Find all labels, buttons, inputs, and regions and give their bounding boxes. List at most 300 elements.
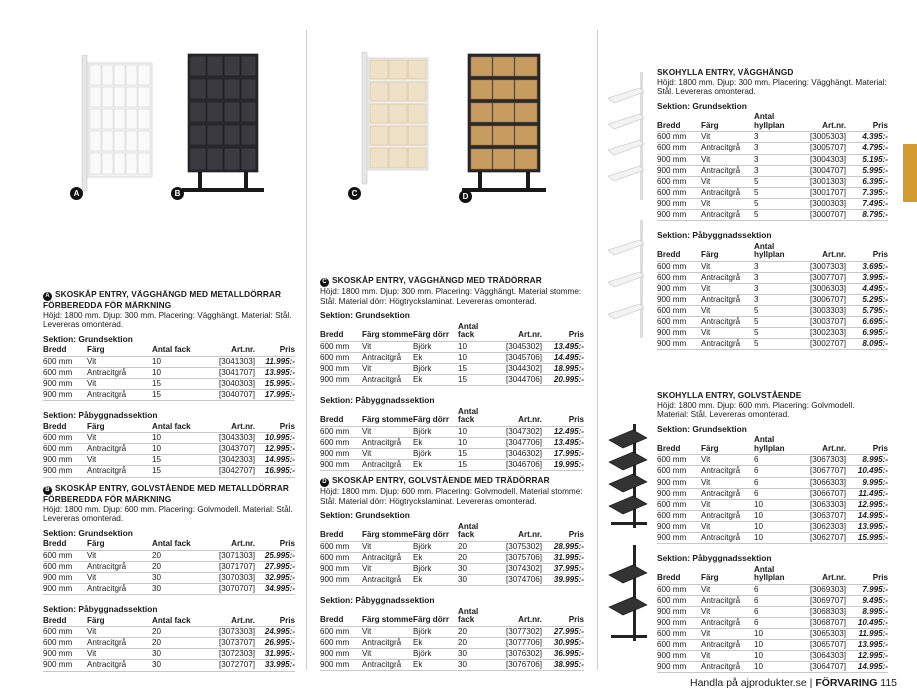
col-header: Art.nr. — [518, 415, 542, 425]
col-header: Art.nr. — [231, 539, 255, 549]
table-cell: 5 — [754, 210, 759, 220]
table-cell: 3 — [754, 154, 759, 164]
price-table — [657, 113, 888, 221]
col-header: Pris — [872, 573, 888, 583]
table-cell: 14.495:- — [553, 352, 584, 362]
table-cell: 12.995:- — [264, 444, 295, 454]
table-row — [657, 477, 888, 488]
table-cell: 5 — [754, 328, 759, 338]
table-cell: Björk — [413, 648, 432, 658]
table-cell: [3006303] — [809, 283, 846, 293]
price-table — [657, 566, 888, 674]
table-cell: 15 — [458, 375, 468, 385]
table-cell: Antracitgrå — [87, 466, 127, 476]
col-header: Antal fack — [152, 615, 191, 625]
table-cell: 900 mm — [320, 563, 350, 573]
table-cell: [3069303] — [809, 584, 846, 594]
table-cell: 31.995:- — [553, 552, 584, 562]
table-cell: 25.995:- — [264, 550, 295, 560]
table-row — [43, 356, 295, 367]
table-cell: [3002303] — [809, 328, 846, 338]
table-cell: 6 — [754, 488, 759, 498]
table-cell: 8.995:- — [862, 606, 888, 616]
table-cell: [3064303] — [809, 651, 846, 661]
table-cell: 600 mm — [657, 499, 687, 509]
table-cell: 3.995:- — [862, 272, 888, 282]
col-header: Färg — [701, 120, 719, 130]
table-cell: [3069707] — [809, 595, 846, 605]
table-cell: [3066707] — [809, 488, 846, 498]
table-cell: 600 mm — [320, 426, 350, 436]
col-header: Färg — [87, 345, 105, 355]
table-cell: 18.995:- — [553, 363, 584, 373]
col-header: Färg stomme — [362, 615, 413, 625]
product-f — [657, 391, 888, 673]
table-cell: Björk — [413, 448, 432, 458]
table-cell: Antracitgrå — [701, 295, 741, 304]
table-cell: Vit — [87, 627, 97, 637]
table-cell: 900 mm — [657, 651, 687, 661]
col-header: Färg — [87, 539, 105, 549]
table-cell: Vit — [362, 541, 372, 551]
table-cell: 5 — [754, 339, 759, 349]
price-table — [43, 540, 295, 595]
table-cell: 34.995:- — [264, 584, 295, 594]
product-description: Höjd: 1800 mm. Djup: 600 mm. Placering: Golvmodell. Material: Stål. Levereras omonterad. — [43, 504, 293, 524]
table-cell: 900 mm — [43, 466, 73, 476]
table-row — [320, 575, 584, 586]
table-cell: [3068303] — [809, 606, 846, 616]
product-title: SKOHYLLA ENTRY, GOLVSTÅENDE — [657, 390, 802, 400]
table-cell: Antracitgrå — [701, 143, 741, 153]
table-cell: 20 — [152, 627, 162, 637]
table-cell: Vit — [701, 521, 711, 531]
section-title: Sektion: Grundsektion — [320, 310, 410, 321]
shelf-wall-basic-image — [604, 72, 650, 202]
table-cell: Antracitgrå — [701, 662, 741, 672]
table-cell: Antracitgrå — [362, 637, 402, 647]
table-cell: Vit — [701, 584, 711, 594]
col-header: Bredd — [43, 421, 67, 431]
table-row — [657, 176, 888, 187]
table-cell: Vit — [362, 363, 372, 373]
table-cell: [3075706] — [505, 552, 542, 562]
table-cell: 600 mm — [43, 627, 73, 637]
table-cell: 900 mm — [657, 295, 687, 304]
col-header: Bredd — [320, 415, 344, 425]
table-cell: Ek — [413, 660, 423, 670]
table-cell: 10 — [458, 341, 468, 351]
table-cell: 30 — [152, 584, 162, 594]
table-cell: Antracitgrå — [87, 638, 127, 648]
table-cell: 900 mm — [657, 165, 687, 175]
table-cell: [3072707] — [218, 660, 255, 670]
product-a — [43, 290, 295, 478]
table-cell: 15 — [152, 390, 162, 400]
section-title: Sektion: Påbyggnadssektion — [657, 230, 772, 241]
section-title: Sektion: Grundsektion — [657, 423, 747, 434]
col-header: Antal fack — [458, 406, 479, 425]
table-row — [43, 367, 295, 378]
table-cell: 3 — [754, 143, 759, 153]
table-cell: 6 — [754, 455, 759, 465]
col-header: Antal fack — [152, 421, 191, 431]
table-cell: [3065303] — [809, 629, 846, 639]
table-cell: [3042707] — [218, 466, 255, 476]
col-header: Pris — [568, 530, 584, 540]
table-cell: 900 mm — [657, 606, 687, 616]
table-cell: 13.495:- — [553, 437, 584, 447]
table-cell: Ek — [413, 352, 423, 362]
table-cell: 3 — [754, 261, 759, 271]
section-title: Sektion: Påbyggnadssektion — [320, 395, 435, 406]
col-header: Bredd — [657, 120, 681, 130]
shelf-floor-basic-image — [603, 424, 651, 530]
col-header: Färg — [701, 443, 719, 453]
table-cell: 6 — [754, 606, 759, 616]
table-row — [320, 563, 584, 574]
col-header: Pris — [872, 443, 888, 453]
table-cell: Björk — [413, 426, 432, 436]
col-header: Pris — [279, 539, 295, 549]
table-cell: 17.995:- — [553, 448, 584, 458]
table-cell: Vit — [362, 626, 372, 636]
table-cell: 11.495:- — [858, 488, 888, 498]
col-header: Bredd — [43, 345, 67, 355]
table-cell: 3 — [754, 132, 759, 142]
col-header: Art.nr. — [231, 615, 255, 625]
table-cell: [3001707] — [809, 187, 846, 197]
table-cell: [3077706] — [505, 637, 542, 647]
table-cell: 8.995:- — [862, 455, 888, 465]
col-header: Art.nr. — [231, 345, 255, 355]
table-row — [320, 648, 584, 659]
table-cell: 10 — [754, 510, 764, 520]
table-cell: Björk — [413, 363, 432, 373]
table-cell: 900 mm — [43, 455, 73, 465]
col-header: Art.nr. — [822, 250, 846, 260]
table-cell: 10 — [754, 629, 764, 639]
table-cell: 30 — [458, 648, 468, 658]
table-row — [43, 561, 295, 572]
shelf-wall-extension-image — [604, 220, 650, 340]
table-cell: 5 — [754, 306, 759, 316]
table-cell: 600 mm — [320, 626, 350, 636]
table-cell: 6 — [754, 466, 759, 476]
table-cell: Antracitgrå — [701, 165, 741, 175]
table-cell: 14.995:- — [264, 455, 295, 465]
table-cell: Antracitgrå — [701, 210, 741, 220]
table-cell: 10 — [152, 367, 162, 377]
table-row — [657, 283, 888, 294]
table-row — [320, 448, 584, 459]
table-row — [657, 533, 888, 544]
table-cell: 900 mm — [320, 575, 350, 585]
price-table — [320, 408, 584, 472]
table-cell: [3074706] — [505, 575, 542, 585]
table-cell: 30.995:- — [553, 637, 584, 647]
table-cell: Antracitgrå — [362, 460, 402, 470]
table-cell: 5.995:- — [862, 165, 888, 175]
section-title: Sektion: Grundsektion — [320, 510, 410, 521]
table-cell: Ek — [413, 375, 423, 385]
cabinet-dark-floor-image — [180, 52, 266, 198]
table-row — [43, 466, 295, 477]
table-cell: 600 mm — [320, 541, 350, 551]
table-cell: 10 — [754, 521, 764, 531]
table-cell: Vit — [362, 341, 372, 351]
table-row — [43, 638, 295, 649]
table-cell: 600 mm — [657, 455, 687, 465]
section-title: Sektion: Påbyggnadssektion — [43, 604, 158, 615]
table-cell: Vit — [87, 433, 97, 443]
table-cell: 600 mm — [657, 640, 687, 650]
table-cell: 900 mm — [320, 448, 350, 458]
table-row — [657, 618, 888, 629]
table-row — [320, 552, 584, 563]
table-row — [320, 660, 584, 671]
table-cell: 3.695:- — [862, 261, 888, 271]
table-cell: 600 mm — [43, 550, 73, 560]
page-footer — [690, 677, 897, 689]
table-cell: Vit — [701, 328, 711, 338]
footer-link[interactable]: Handla på ajprodukter.se — [690, 677, 807, 689]
table-cell: 900 mm — [657, 477, 687, 487]
col-header: Pris — [872, 120, 888, 130]
image-badge-b: B — [171, 187, 184, 200]
section-title: Sektion: Påbyggnadssektion — [320, 595, 435, 606]
col-header: Färg stomme — [362, 415, 413, 425]
table-cell: [3041707] — [218, 367, 255, 377]
table-cell: [3077302] — [505, 626, 542, 636]
table-cell: 4.395:- — [862, 132, 888, 142]
table-cell: 600 mm — [657, 176, 687, 186]
table-cell: 33.995:- — [264, 660, 295, 670]
table-row — [657, 466, 888, 477]
product-title — [43, 290, 295, 311]
col-header: Färg — [701, 573, 719, 583]
table-cell: [3040303] — [218, 378, 255, 388]
table-cell: Björk — [413, 626, 432, 636]
table-cell: Antracitgrå — [362, 575, 402, 585]
table-cell: Antracitgrå — [87, 561, 127, 571]
shelf-floor-extension-image — [603, 545, 651, 645]
table-cell: 9.495:- — [862, 595, 888, 605]
table-cell: 15 — [152, 378, 162, 388]
col-header: Pris — [568, 615, 584, 625]
table-cell: Antracitgrå — [87, 584, 127, 594]
table-cell: 600 mm — [320, 552, 350, 562]
price-table — [43, 423, 295, 478]
col-header: Pris — [872, 250, 888, 260]
table-cell: Ek — [413, 460, 423, 470]
table-cell: Antracitgrå — [87, 367, 127, 377]
table-cell: 3 — [754, 165, 759, 175]
table-cell: 20 — [458, 552, 468, 562]
table-cell: 20 — [152, 638, 162, 648]
product-description: Höjd: 1800 mm. Djup: 300 mm. Placering: Vägghängt. Material: Stål. Levereras omonterad. — [43, 310, 292, 330]
table-cell: [3075302] — [505, 541, 542, 551]
product-description: Höjd: 1800 mm. Djup: 300 mm. Placering: Vägghängt. Material stomme: Stål. Material dörr: Högtryckslaminat. Levereras omonterad. — [320, 287, 582, 306]
footer-section: FÖRVARING — [815, 677, 878, 689]
footer-separator: | — [809, 677, 813, 689]
table-row — [657, 165, 888, 176]
table-cell: 600 mm — [657, 317, 687, 327]
table-cell: 28.995:- — [553, 541, 584, 551]
table-cell: [3067707] — [809, 466, 846, 476]
section-title: Sektion: Grundsektion — [657, 100, 747, 111]
table-cell: 4.795:- — [862, 143, 888, 153]
table-cell: 10 — [754, 533, 764, 543]
table-cell: 900 mm — [657, 198, 687, 208]
table-cell: Vit — [701, 132, 711, 142]
table-row — [657, 640, 888, 651]
product-title-text: SKOSKÅP ENTRY, VÄGGHÄNGD MED TRÄDÖRRAR — [332, 275, 542, 285]
table-cell: [3047302] — [505, 426, 542, 436]
table-cell: 10.495:- — [857, 466, 888, 476]
table-row — [657, 328, 888, 339]
col-header: Antal fack — [458, 321, 479, 340]
table-cell: [3045706] — [505, 352, 542, 362]
table-cell: Antracitgrå — [362, 437, 402, 447]
table-row — [320, 426, 584, 437]
table-cell: 10 — [152, 444, 162, 454]
table-row — [657, 187, 888, 198]
table-cell: 900 mm — [43, 378, 73, 388]
table-cell: Björk — [413, 563, 432, 573]
col-header: Art.nr. — [822, 443, 846, 453]
table-cell: 600 mm — [657, 187, 687, 197]
table-cell: 6.995:- — [862, 328, 888, 338]
table-cell: Antracitgrå — [362, 375, 402, 385]
table-cell: 10 — [458, 352, 468, 362]
price-table — [43, 617, 295, 672]
image-badge-d: D — [459, 190, 472, 203]
table-cell: Antracitgrå — [87, 444, 127, 454]
col-header: Art.nr. — [822, 120, 846, 130]
cabinet-white-wall-image — [78, 55, 156, 195]
col-header: Bredd — [320, 615, 344, 625]
table-cell: 5 — [754, 317, 759, 327]
table-cell: Vit — [362, 648, 372, 658]
table-cell: 600 mm — [657, 629, 687, 639]
table-cell: [3071707] — [218, 561, 255, 571]
table-row — [657, 295, 888, 306]
table-cell: [3040707] — [218, 390, 255, 400]
table-cell: 600 mm — [657, 306, 687, 316]
table-cell: Vit — [87, 378, 97, 388]
product-title-text: SKOSKÅP ENTRY, GOLVSTÅENDE MED TRÄDÖRRAR — [332, 475, 550, 485]
col-header: Bredd — [43, 539, 67, 549]
table-cell: 39.995:- — [553, 575, 584, 585]
table-cell: [3068707] — [809, 618, 846, 627]
table-cell: Vit — [701, 477, 711, 487]
table-row — [657, 210, 888, 221]
table-cell: [3062707] — [809, 533, 846, 543]
table-cell: [3071303] — [218, 550, 255, 560]
table-cell: Antracitgrå — [701, 488, 741, 498]
table-cell: 38.995:- — [553, 660, 584, 670]
table-cell: [3043303] — [218, 433, 255, 443]
table-cell: [3073707] — [218, 638, 255, 648]
table-cell: [3072303] — [218, 649, 255, 659]
col-header: Art.nr. — [518, 615, 542, 625]
table-cell: 10 — [754, 662, 764, 672]
table-cell: Vit — [87, 550, 97, 560]
table-cell: 12.995:- — [857, 499, 888, 509]
table-cell: [3041303] — [218, 356, 255, 366]
table-cell: 15 — [458, 363, 468, 373]
table-cell: 3 — [754, 295, 759, 304]
table-cell: 900 mm — [320, 375, 350, 385]
table-cell: 27.995:- — [264, 561, 295, 571]
price-table — [657, 243, 888, 351]
col-header: Art.nr. — [518, 330, 542, 340]
col-header: Antal fack — [458, 606, 479, 625]
table-cell: [3007303] — [809, 261, 846, 271]
table-cell: Ek — [413, 552, 423, 562]
table-row — [43, 572, 295, 583]
section-title: Sektion: Påbyggnadssektion — [657, 553, 772, 564]
table-cell: Vit — [87, 572, 97, 582]
table-row — [657, 584, 888, 595]
table-cell: Ek — [413, 575, 423, 585]
col-header: Art.nr. — [822, 573, 846, 583]
table-cell: Björk — [413, 541, 432, 551]
table-cell: [3007707] — [809, 272, 846, 282]
table-row — [657, 261, 888, 272]
table-cell: 900 mm — [657, 662, 687, 672]
table-cell: 32.995:- — [264, 572, 295, 582]
table-cell: 600 mm — [657, 261, 687, 271]
col-header: Bredd — [657, 443, 681, 453]
table-cell: 10 — [754, 640, 764, 650]
table-cell: [3044706] — [505, 375, 542, 385]
table-cell: Vit — [701, 176, 711, 186]
table-cell: 31.995:- — [264, 649, 295, 659]
table-cell: 10 — [458, 437, 468, 447]
col-header: Bredd — [43, 615, 67, 625]
table-cell: 6 — [754, 477, 759, 487]
product-title — [320, 276, 584, 287]
table-cell: 20 — [152, 561, 162, 571]
table-cell: 12.495:- — [553, 426, 584, 436]
table-cell: [3005707] — [809, 143, 846, 153]
table-cell: Antracitgrå — [701, 466, 741, 476]
col-header: Färg stomme — [362, 330, 413, 340]
table-cell: 600 mm — [43, 433, 73, 443]
table-cell: 12.995:- — [857, 651, 888, 661]
table-cell: 5.195:- — [862, 154, 888, 164]
price-table — [320, 523, 584, 587]
col-header: Färg — [87, 615, 105, 625]
col-header: Antal hyllplan — [754, 241, 785, 260]
table-cell: 4.495:- — [862, 283, 888, 293]
table-cell: 8.095:- — [862, 339, 888, 349]
table-cell: Ek — [413, 637, 423, 647]
table-cell: [3064707] — [809, 662, 846, 672]
table-cell: 600 mm — [657, 143, 687, 153]
table-cell: 10 — [754, 499, 764, 509]
table-cell: [3004303] — [809, 154, 846, 164]
col-header: Färg dörr — [413, 615, 449, 625]
product-c — [320, 276, 584, 471]
table-row — [320, 352, 584, 363]
table-cell: 6 — [754, 618, 759, 627]
table-cell: 9.995:- — [862, 477, 888, 487]
table-cell: 10 — [152, 433, 162, 443]
table-cell: 5 — [754, 198, 759, 208]
